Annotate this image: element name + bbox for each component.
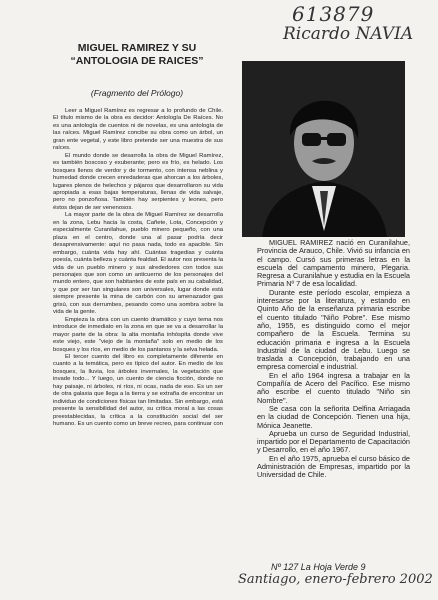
author-photo <box>242 61 405 237</box>
paragraph: En el año 1964 ingresa a trabajar en la Compañía de Acero del Pacífico. Ese mismo año escribe el cuento titulado "Niño sin Nombre". <box>257 370 410 405</box>
paragraph: Aprueba un curso de Seguridad Industrial, impartido por el Departamento de Capacitación y Desarrollo, en el año 1967. <box>257 428 410 455</box>
handwritten-place-date: Santiago, enero-febrero 2002 <box>238 572 433 587</box>
article-title <box>52 42 222 68</box>
paragraph: MIGUEL RAMIREZ nació en Curanilahue, Provincia de Arauco, Chile. Vivió su infancia en el campo. Cursó sus primeras letras en la escuela del campamento minero, Plegaria. Regresa a Curanilahue y estudia en la Escuela Primaria Nº 7 de esa localidad. <box>257 238 410 289</box>
paragraph: Leer a Miguel Ramírez es regresar a lo profundo de Chile. El título mismo de la obra es decidor: Antología De Raíces. No es una antología de cuentos ni de novelas, es una antología de las raíces. Miguel Ramírez concibe su obra como un árbol, un gran ente vegetal, y este libro pretende ser una muestra de sus raíces. <box>53 108 223 152</box>
paragraph: Empieza la obra con un cuento dramático y cuyo tema nos introduce de inmediato en la zona en que se va a desarrollar la mayor parte de la obra: la alta montaña inhóspita donde vive este viejo, este "viejo de la montaña" solo en medio de los bosques y los ríos, en medio de los pantanos y la selva helada. <box>53 316 223 353</box>
publication-footer: Nº 127 La Hoja Verde 9 <box>271 562 366 572</box>
paragraph: Se casa con la señorita Delfina Arriagada en la ciudad de Concepción. Tienen una hija, Mónica Jeanette. <box>257 403 410 430</box>
paragraph: El tercer cuento del libro es completamente diferente en cuanto a la temática, pero es típico del autor. En medio de los bosques, la lluvia, los árboles invernales, la vegetación que invade todo... Y luego, un cuento de ciencia ficción, donde no hay paisaje, ni árboles, ni ríos, ni ocas, nada de eso. Es un ser de otra galaxia que llega a la tierra y se extraña de encontrar un individuo de condiciones físicas tan limitadas. Sin embargo, está presente la sensibilidad del autor, su crítica moral a las cosas preestablecidas, la crítica a la constitución social del ser humano. Es un cuento como un breve recreo, para continuar con <box>53 353 223 428</box>
paragraph: En el año 1975, aprueba el curso básico de Administración de Empresas, impartido por la Universidad de Chile. <box>257 453 410 480</box>
prologue-column <box>53 108 223 428</box>
author-name: Ricardo NAVIA <box>283 24 414 44</box>
archive-stamp-number: 613879 <box>292 2 375 26</box>
author-portrait-image <box>242 61 405 237</box>
title-line-2: “ANTOLOGIA DE RAICES” <box>70 55 204 67</box>
article-subtitle: (Fragmento del Prólogo) <box>90 88 184 98</box>
title-line-1: MIGUEL RAMIREZ Y SU <box>77 42 197 54</box>
paragraph: La mayor parte de la obra de Miguel Ramírez se desarrolla en la zona, Lebu hacia la costa, Cañete, Lota, Concepción y especialmente Curanilahue, pueblo minero pequeño, con una plaza en el centro, donde una al pasar podría decir desaprensivamente: aquí no pasa nada, todo es apacible. Sin embargo, cuánta vida hay ahí. Cuántas tragedias y cuánta poesía, cuánta belleza y cuánta fealdad. El autor nos presenta la vida de un pueblo minero y sus alrededores con todos sus personajes que son como un anticuerno de los personajes del mundo entero, que son habitantes de este país en su cabalidad, y que por ser tan singulares son universales, lugar donde está siempre presente la mina de carbón con su amenazador gas grisú, con sus derrumbes, pesando como una sombra sobre la vida de la gente. <box>53 212 223 316</box>
biography-column <box>257 239 410 480</box>
paragraph: Durante este período escolar, empieza a interesarse por la literatura, y estando en Quinto Año de la enseñanza primaria escribe el cuento titulado "Niño Pobre". Ese mismo año, 1955, es distinguido como el mejor compañero de la Escuela. Termina su educación primaria e ingresa a la Escuela Industrial de la ciudad de Lebu. Luego se traslada a Concepción, trabajando en una empresa comercial e industrial. <box>257 287 410 372</box>
paragraph: El mundo donde se desarrolla la obra de Miguel Ramírez, es también boscoso y exuberante; pero es frío, es helado. Los bosques llenos de verdor y de tormento, con intensa neblina y humedad donde crecen enredaderas que ahorcan a los árboles, lugares plenos de helechos y pájaros que desarrollaron su vida apropiada a esas bajas temperaturas, llenas de vida salvaje, pero no ponzoñosa. También hay serpientes y leones, pero éstos dejan de ser venenosos. <box>53 152 223 211</box>
